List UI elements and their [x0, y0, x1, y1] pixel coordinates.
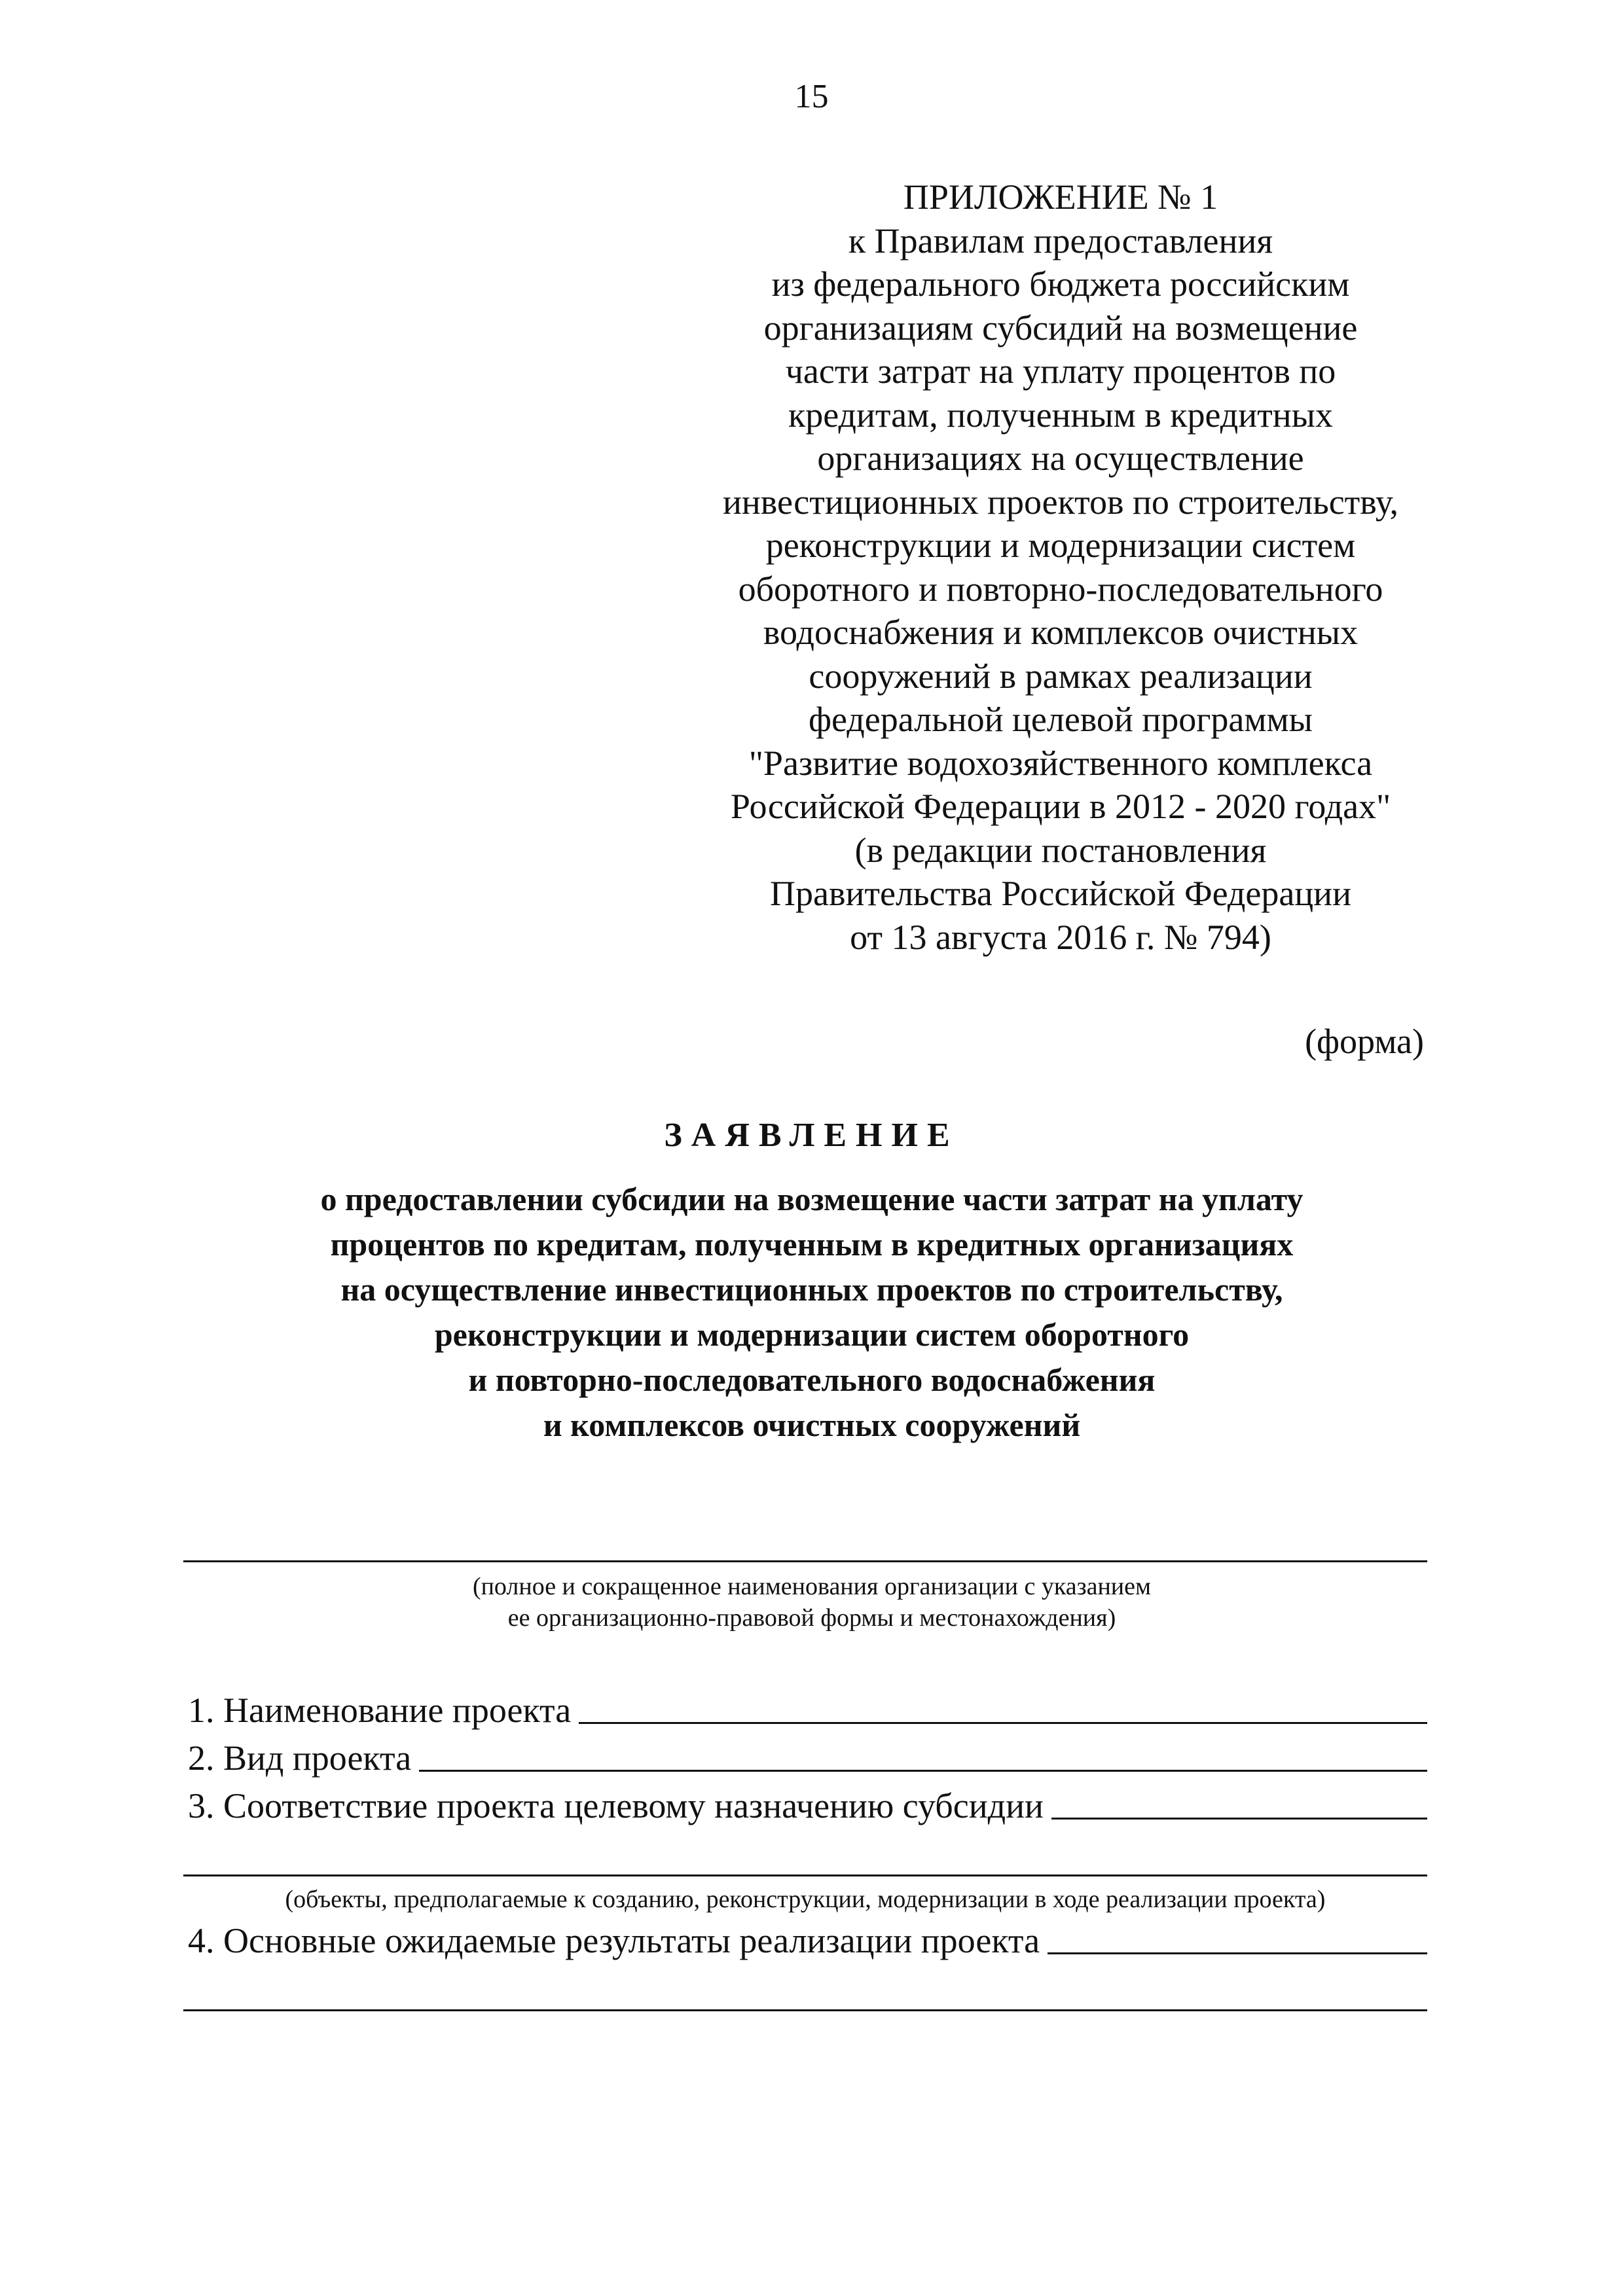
document-heading: ЗАЯВЛЕНИЕ [664, 1117, 959, 1154]
subheading-line: на осуществление инвестиционных проектов по строительству, [340, 1271, 1283, 1308]
appendix-line: кредитам, полученным в кредитных [788, 395, 1333, 435]
expected-results-blank[interactable] [1048, 1952, 1427, 1954]
appendix-line: водоснабжения и комплексов очистных [763, 613, 1359, 652]
project-name-field [188, 1689, 1427, 1732]
caption-line: ее организационно-правовой формы и местонахождения) [507, 1604, 1116, 1632]
appendix-line: сооружений в рамках реализации [809, 656, 1313, 696]
appendix-line: от 13 августа 2016 г. № 794) [850, 917, 1271, 957]
project-purpose-label: 3. Соответствие проекта целевому назначению субсидии [188, 1786, 1044, 1825]
project-purpose-continuation-blank[interactable] [183, 1874, 1427, 1876]
organization-name-blank[interactable] [183, 1560, 1427, 1562]
project-name-label: 1. Наименование проекта [188, 1691, 572, 1730]
appendix-line: из федерального бюджета российским [771, 264, 1350, 304]
project-purpose-field [188, 1784, 1427, 1827]
appendix-line: к Правилам предоставления [848, 221, 1273, 260]
project-type-label: 2. Вид проекта [188, 1738, 412, 1778]
appendix-line: реконструкции и модернизации систем [765, 526, 1356, 565]
appendix-line: (в редакции постановления [854, 830, 1267, 870]
subheading-line: процентов по кредитам, полученным в кредитных организациях [330, 1226, 1294, 1263]
document-subheading [157, 1177, 1467, 1448]
appendix-line: части затрат на уплату процентов по [785, 351, 1336, 391]
appendix-line: организациям субсидий на возмещение [763, 308, 1358, 348]
subheading-line: о предоставлении субсидии на возмещение части затрат на уплату [320, 1181, 1304, 1217]
project-purpose-blank[interactable] [1051, 1817, 1427, 1820]
subheading-line: реконструкции и модернизации систем оборотного [434, 1316, 1190, 1353]
appendix-block [668, 175, 1453, 959]
subheading-line: и повторно-последовательного водоснабжения [468, 1361, 1156, 1398]
expected-results-continuation-blank[interactable] [183, 2009, 1427, 2011]
caption-line: (объекты, предполагаемые к созданию, реконструкции, модернизации в ходе реализации проекта) [285, 1886, 1326, 1913]
project-type-blank[interactable] [419, 1769, 1427, 1772]
appendix-line: организациях на осуществление [817, 439, 1304, 478]
page-number: 15 [794, 78, 829, 115]
appendix-line: "Развитие водохозяйственного комплекса [748, 743, 1373, 783]
appendix-line: Правительства Российской Федерации [770, 874, 1351, 913]
project-type-field [188, 1736, 1427, 1780]
appendix-line: федеральной целевой программы [809, 700, 1313, 739]
project-name-blank[interactable] [579, 1721, 1427, 1724]
expected-results-field [188, 1919, 1427, 1962]
form-label: (форма) [1305, 1022, 1424, 1061]
caption-line: (полное и сокращенное наименования организации с указанием [472, 1573, 1152, 1600]
appendix-line: Российской Федерации в 2012 - 2020 годах" [730, 787, 1391, 826]
appendix-title: ПРИЛОЖЕНИЕ № 1 [903, 177, 1218, 217]
appendix-line: инвестиционных проектов по строительству, [722, 482, 1399, 522]
appendix-line: оборотного и повторно-последовательного [738, 569, 1383, 609]
subheading-line: и комплексов очистных сооружений [543, 1407, 1081, 1443]
expected-results-label: 4. Основные ожидаемые результаты реализации проекта [188, 1921, 1040, 1960]
objects-caption [183, 1884, 1427, 1915]
organization-caption [183, 1571, 1440, 1634]
